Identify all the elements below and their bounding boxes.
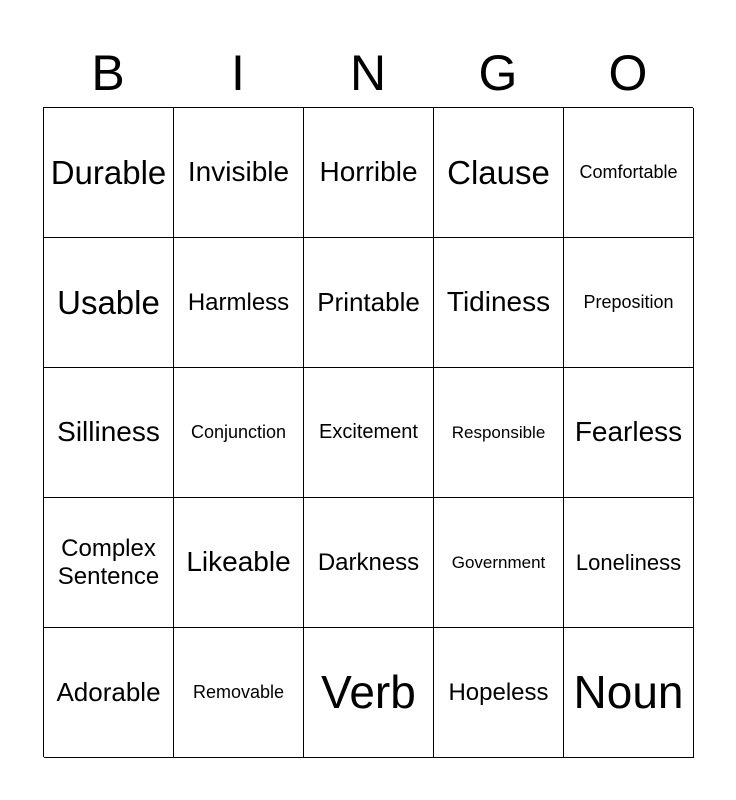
bingo-board <box>43 107 693 757</box>
bingo-cell[interactable]: Durable <box>44 108 174 238</box>
header-letter-n: N <box>349 45 387 101</box>
bingo-cell[interactable]: Complex Sentence <box>44 498 174 628</box>
bingo-cell[interactable]: Preposition <box>564 238 694 368</box>
bingo-cell[interactable]: Likeable <box>174 498 304 628</box>
header-letter-o: O <box>608 45 648 101</box>
bingo-cell[interactable]: Darkness <box>304 498 434 628</box>
bingo-cell[interactable]: Usable <box>44 238 174 368</box>
bingo-cell[interactable]: Horrible <box>304 108 434 238</box>
bingo-cell[interactable]: Harmless <box>174 238 304 368</box>
bingo-cell[interactable]: Printable <box>304 238 434 368</box>
header-letter-g: G <box>478 45 518 101</box>
bingo-cell[interactable]: Tidiness <box>434 238 564 368</box>
bingo-cell[interactable]: Excitement <box>304 368 434 498</box>
bingo-cell[interactable]: Government <box>434 498 564 628</box>
bingo-cell[interactable]: Adorable <box>44 628 174 758</box>
bingo-cell[interactable]: Silliness <box>44 368 174 498</box>
header-letter-i: I <box>231 45 245 101</box>
header-letter-b: B <box>91 45 125 101</box>
bingo-cell[interactable]: Verb <box>304 628 434 758</box>
bingo-cell[interactable]: Clause <box>434 108 564 238</box>
bingo-cell[interactable]: Removable <box>174 628 304 758</box>
bingo-cell[interactable]: Loneliness <box>564 498 694 628</box>
bingo-cell[interactable]: Responsible <box>434 368 564 498</box>
bingo-cell[interactable]: Noun <box>564 628 694 758</box>
bingo-cell[interactable]: Hopeless <box>434 628 564 758</box>
bingo-cell[interactable]: Fearless <box>564 368 694 498</box>
bingo-cell[interactable]: Invisible <box>174 108 304 238</box>
bingo-header <box>43 38 693 108</box>
bingo-cell[interactable]: Conjunction <box>174 368 304 498</box>
bingo-cell[interactable]: Comfortable <box>564 108 694 238</box>
